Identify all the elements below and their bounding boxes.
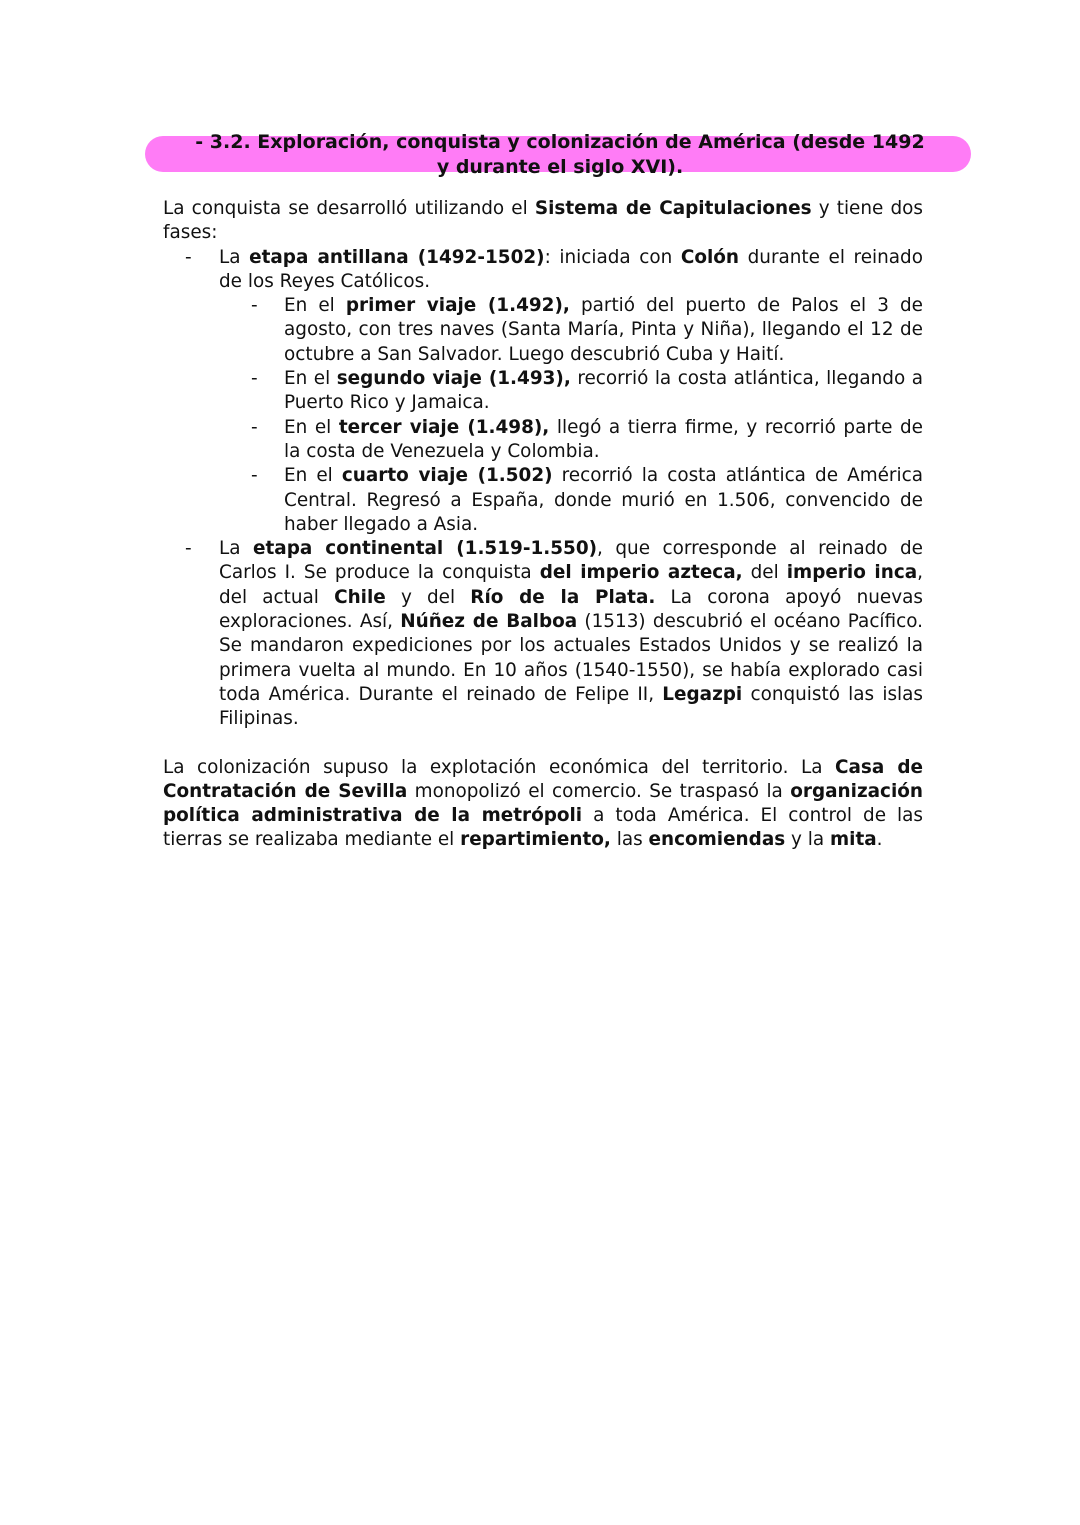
bold-term: etapa continental (1.519-1.550) [253, 538, 598, 560]
text: conquistó las islas Filipinas. [219, 683, 924, 730]
list-item-etapa-antillana [163, 246, 923, 538]
text: y del [385, 586, 471, 608]
section-title-line-1: - 3.2. Exploración, conquista y colonización de América (desde 1492 [195, 131, 925, 153]
text: En el [284, 368, 337, 390]
bold-term: segundo viaje (1.493), [336, 368, 571, 390]
text: del [742, 562, 787, 584]
text: , que corresponde al reinado de Carlos I. Se produce la conquista [219, 538, 923, 584]
bold-term: Núñez de Balboa [400, 611, 578, 633]
list-item-primer-viaje [219, 294, 923, 367]
bold-term: Casa de Contratación de Sevilla [163, 756, 923, 802]
bold-term: tercer viaje (1.498), [338, 416, 550, 438]
bold-term: encomiendas [648, 829, 786, 851]
bold-term: primer viaje (1.492), [345, 295, 570, 317]
text: La colonización supuso la explotación económica del territorio. La [163, 756, 835, 778]
bold-term: del imperio azteca, [539, 562, 743, 584]
text: recorrió la costa atlántica, llegando a Puerto Rico y Jamaica. [284, 368, 923, 414]
section-title [150, 130, 970, 180]
bold-term: mita [829, 829, 877, 851]
bold-term: Colón [680, 246, 740, 268]
bold-term: imperio inca [786, 562, 918, 584]
text: La corona apoyó nuevas exploraciones. Así, [219, 586, 923, 633]
text: : iniciada con [544, 246, 681, 268]
paragraph-spacer [163, 732, 923, 756]
text: La conquista se desarrolló utilizando el [163, 198, 535, 219]
text: En el [284, 465, 342, 487]
bold-term: Legazpi [662, 683, 743, 705]
text: a toda América. El control de las tierras se realizaba mediante el [163, 805, 923, 851]
text: llegó a tierra firme, y recorrió parte de la costa de Venezuela y Colombia. [284, 416, 923, 462]
bold-term: repartimiento, [460, 829, 611, 851]
text: En el [284, 416, 339, 438]
list-item-segundo-viaje [219, 367, 923, 416]
colonizacion-paragraph [163, 756, 923, 853]
text: . [876, 829, 883, 851]
text: partió del puerto de Palos el 3 de agosto, con tres naves (Santa María, Pinta y Niña), llegando el 12 de octubre a San Salvador. Luego descubrió Cuba y Haití. [284, 295, 923, 365]
bold-term: Río de la Plata. [470, 586, 656, 608]
document-body [163, 197, 923, 853]
text: y tiene dos fases: [163, 198, 923, 244]
text: las [610, 829, 649, 851]
list-item-cuarto-viaje [219, 464, 923, 537]
bold-term: cuarto viaje (1.502) [341, 465, 553, 487]
section-title-line-2: y durante el siglo XVI). [436, 156, 684, 178]
text: y la [785, 829, 830, 851]
text: durante el reinado de los Reyes Católicos. [219, 246, 923, 292]
text: (1513) descubrió el océano Pacífico. Se mandaron expediciones por los actuales Estados Unidos y se realizó la primera vuelta al mundo. En 10 años (1540-1550), se había explorado casi toda América. Durante el reinado de Felipe II, [219, 611, 924, 705]
bold-term: organización política administrativa de la metrópoli [163, 780, 923, 827]
text: monopolizó el comercio. Se traspasó la [407, 780, 791, 802]
text: La [219, 246, 250, 268]
text: En el [284, 295, 346, 317]
text: , del actual [219, 562, 924, 608]
list-item-etapa-continental [163, 537, 923, 731]
bold-term: Sistema de Capitulaciones [534, 198, 812, 219]
text: La [219, 538, 254, 560]
bold-term: Chile [334, 586, 386, 608]
phases-list [163, 246, 923, 732]
bold-term: etapa antillana (1492-1502) [249, 246, 545, 268]
text: recorrió la costa atlántica de América Central. Regresó a España, donde murió en 1.506, convencido de haber llegado a Asia. [284, 465, 923, 535]
intro-paragraph [163, 197, 923, 246]
list-item-tercer-viaje [219, 416, 923, 465]
viajes-list [275, 294, 923, 537]
